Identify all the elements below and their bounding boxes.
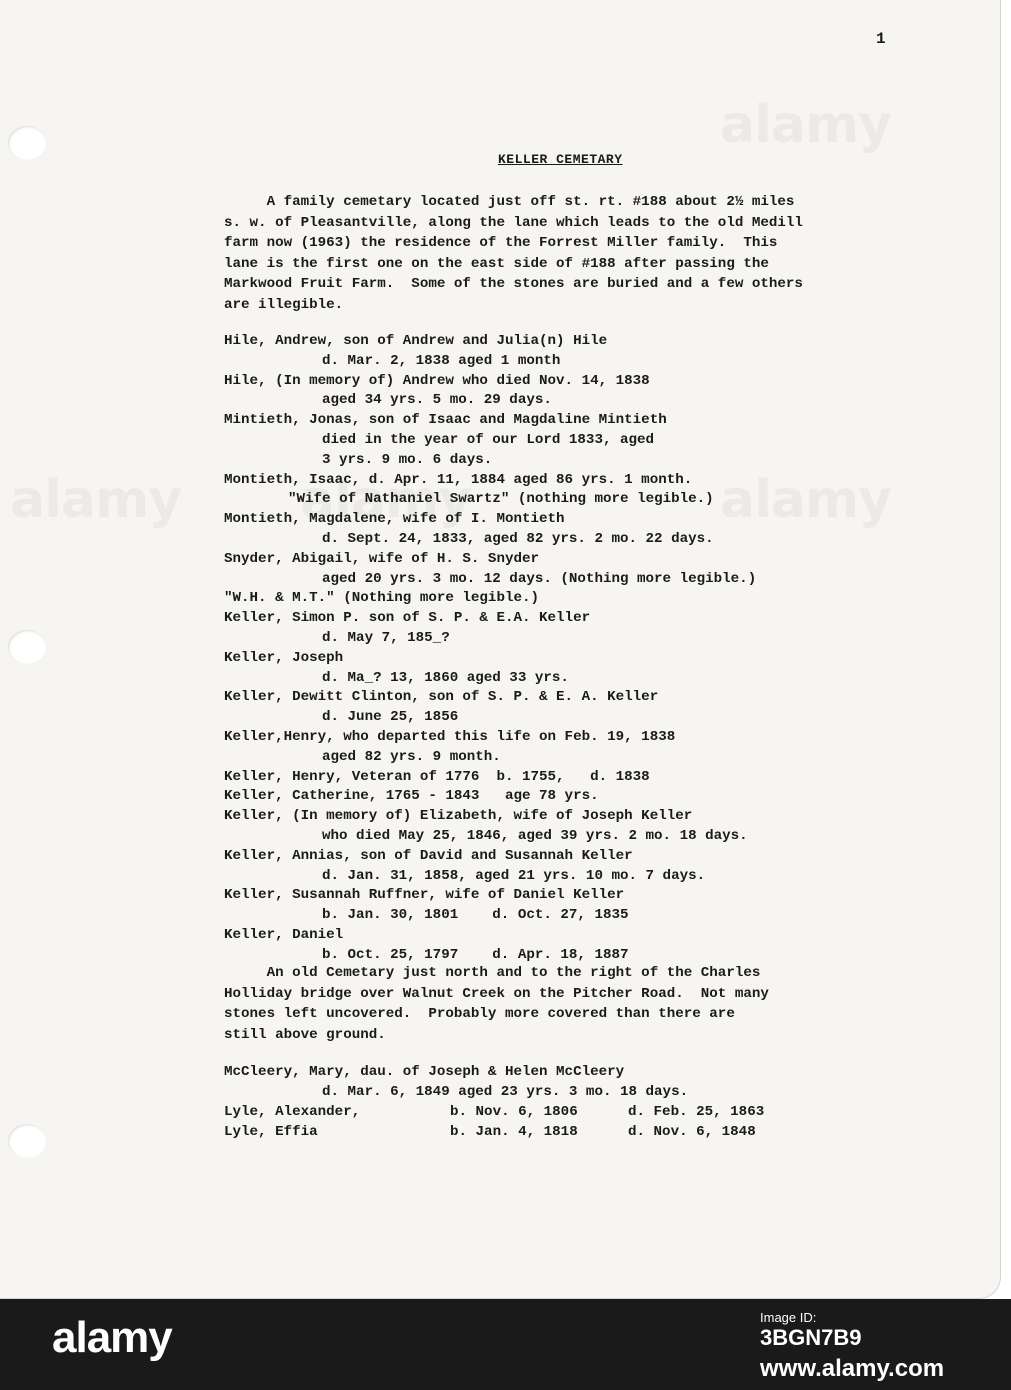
burial-entry-line: Keller, Daniel — [224, 927, 344, 943]
intro-paragraph: A family cemetary located just off st. rt. #188 about 2½ miles s. w. of Pleasantville, along the lane which leads to the old Medill farm now (1963) the residence of the Forrest Miller family. This lane is the first one on the east side of #188 after passing the Markwood Fruit Farm. Some of the stones are buried and a few others are illegible. — [224, 194, 803, 313]
burial-entry-line: d. Jan. 31, 1858, aged 21 yrs. 10 mo. 7 days. — [322, 867, 706, 884]
image-id-value: 3BGN7B9 — [760, 1325, 862, 1350]
burial-entry-line: died in the year of our Lord 1833, aged — [322, 432, 655, 448]
site-url: www.alamy.com — [760, 1355, 945, 1382]
image-id-label: Image ID: — [760, 1310, 817, 1325]
burial-entry-line: McCleery, Mary, dau. of Joseph & Helen McCleery — [224, 1064, 625, 1080]
burial-entry-line: who died May 25, 1846, aged 39 yrs. 2 mo. 18 days. — [322, 828, 748, 844]
burial-entry-line: Keller, Annias, son of David and Susannah Keller — [224, 847, 633, 864]
burial-entry-line: d. May 7, 185_? — [322, 630, 450, 646]
lyle-born: b. Jan. 4, 1818 — [450, 1124, 578, 1140]
lyle-row — [224, 1122, 824, 1142]
burial-entry-line: d. June 25, 1856 — [322, 709, 459, 726]
page-number: 1 — [876, 30, 886, 48]
burial-entry-line: aged 82 yrs. 9 month. — [322, 748, 501, 765]
watermark — [720, 470, 891, 530]
burial-entry-line: d. Ma_? 13, 1860 aged 33 yrs. — [322, 669, 569, 686]
watermark — [10, 470, 181, 530]
second-paragraph: An old Cemetary just north and to the right of the Charles Holliday bridge over Walnut Creek on the Pitcher Road. Not many stones left uncovered. Probably more covered than there are still above ground. — [224, 965, 769, 1043]
burial-entry-line: Keller,Henry, who departed this life on Feb. 19, 1838 — [224, 729, 676, 745]
burial-entry-line: Keller, Susannah Ruffner, wife of Daniel Keller — [224, 887, 625, 904]
burial-entry-line: Keller, Joseph — [224, 649, 344, 666]
page-title: KELLER CEMETARY — [498, 152, 623, 167]
burial-entry-line: d. Mar. 2, 1838 aged 1 month — [322, 352, 561, 369]
burial-entry-line: Keller, (In memory of) Elizabeth, wife of Joseph Keller — [224, 808, 693, 825]
punch-hole — [8, 1124, 46, 1158]
burial-entry-line: Montieth, Isaac, d. Apr. 11, 1884 aged 86 yrs. 1 month. — [224, 471, 693, 488]
stock-footer — [0, 1299, 1011, 1390]
burial-entry-line: Keller, Henry, Veteran of 1776 b. 1755, d. 1838 — [224, 768, 650, 785]
burial-entry-line: aged 20 yrs. 3 mo. 12 days. (Nothing more legible.) — [322, 570, 757, 587]
burial-entry-line: Keller, Catherine, 1765 - 1843 age 78 yrs. — [224, 788, 599, 805]
lyle-row — [224, 1102, 824, 1122]
burial-entry-line: Keller, Simon P. son of S. P. & E.A. Keller — [224, 610, 591, 627]
image-id — [760, 1309, 862, 1350]
lyle-born: b. Nov. 6, 1806 — [450, 1104, 578, 1120]
burial-entry-line: Snyder, Abigail, wife of H. S. Snyder — [224, 550, 540, 567]
lyle-died: d. Feb. 25, 1863 — [628, 1104, 765, 1120]
burial-entry-line: "W.H. & M.T." (Nothing more legible.) — [224, 590, 540, 607]
lyle-died: d. Nov. 6, 1848 — [628, 1124, 756, 1140]
punch-hole — [8, 630, 46, 664]
burial-entry-line: Montieth, Magdalene, wife of I. Montieth — [224, 511, 565, 528]
burial-entry-line: b. Jan. 30, 1801 d. Oct. 27, 1835 — [322, 907, 629, 924]
burial-entry-line: d. Mar. 6, 1849 aged 23 yrs. 3 mo. 18 days. — [322, 1084, 689, 1100]
burial-entry-line: Hile, (In memory of) Andrew who died Nov. 14, 1838 — [224, 372, 650, 389]
burial-entry-line: b. Oct. 25, 1797 d. Apr. 18, 1887 — [322, 946, 629, 963]
burial-entry-line: 3 yrs. 9 mo. 6 days. — [322, 451, 493, 468]
punch-hole — [8, 126, 46, 160]
burial-entry-line: Hile, Andrew, son of Andrew and Julia(n) Hile — [224, 333, 608, 349]
alamy-logo: alamy — [52, 1313, 172, 1362]
lyle-name: Lyle, Alexander, — [224, 1104, 361, 1120]
burial-entry-line: Keller, Dewitt Clinton, son of S. P. & E. A. Keller — [224, 689, 659, 706]
watermark — [720, 95, 891, 155]
burial-entry-line: Mintieth, Jonas, son of Isaac and Magdaline Mintieth — [224, 412, 667, 429]
burial-entry-line: "Wife of Nathaniel Swartz" (nothing more legible.) — [288, 491, 714, 508]
burial-entry-line: d. Sept. 24, 1833, aged 82 yrs. 2 mo. 22 days. — [322, 531, 714, 547]
lyle-name: Lyle, Effia — [224, 1124, 318, 1140]
burial-entry-line: aged 34 yrs. 5 mo. 29 days. — [322, 392, 552, 409]
